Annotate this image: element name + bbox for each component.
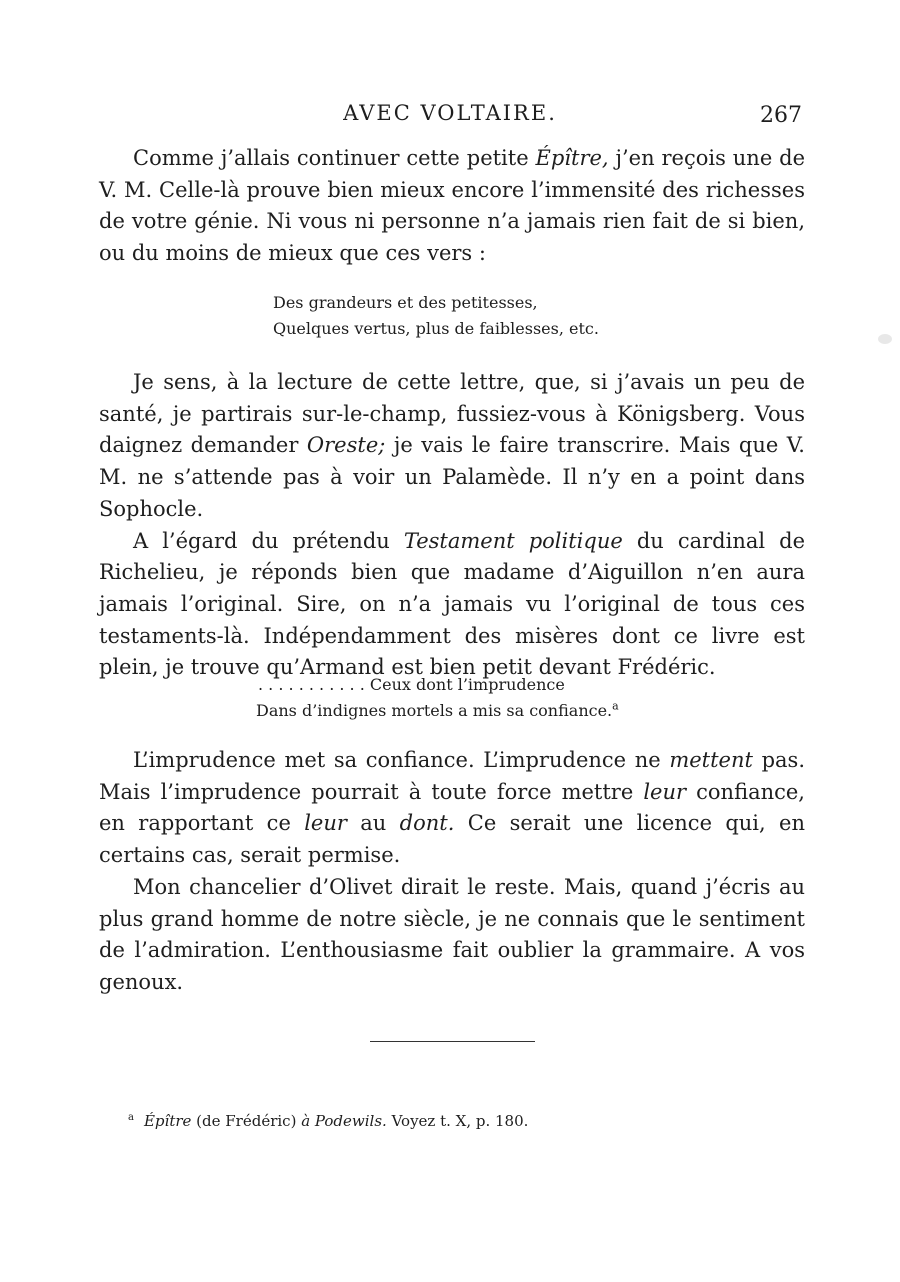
verse-quote-2 xyxy=(256,672,619,724)
text-block-3 xyxy=(99,745,805,999)
footnote-text-2: Voyez t. X, p. 180. xyxy=(386,1112,529,1130)
paragraph-3-italic: Testament politique xyxy=(403,528,623,553)
paragraph-1-text-b: j’en reçois une de V. M. Celle-là prouve bien mieux encore l’immensité des richesses de votre génie. Ni vous ni personne n’a jamais rien fait de si bien, ou du moins de mieux que ces vers : xyxy=(99,146,805,266)
paragraph-4-italic-4: dont. xyxy=(399,811,455,836)
verse-2-line-1: . . . . . . . . . . . Ceux dont l’imprudence xyxy=(258,675,565,694)
verse-2-line-2 xyxy=(256,698,619,724)
text-block-2 xyxy=(99,367,805,684)
section-rule xyxy=(370,1041,535,1042)
paragraph-4-italic-3: leur xyxy=(304,811,347,836)
paragraph-2-text-b: je vais le faire transcrire. Mais que V. M. ne s’attende pas à voir un Palamède. Il n’y en a point dans Sophocle. xyxy=(99,433,805,521)
verse-quote-1 xyxy=(273,290,599,342)
paragraph-4-text-b: pas. Mais l’imprudence pourrait à toute force mettre xyxy=(99,748,805,804)
footnote xyxy=(128,1108,528,1131)
verse-2-line-2-text: Dans d’indignes mortels a mis sa confiance. xyxy=(256,701,613,720)
paragraph-3-text-b: du cardinal de Richelieu, je réponds bien que madame d’Aiguillon n’en aura jamais l’original. Sire, on n’a jamais vu l’original de tous ces testaments-là. Indépendamment des misères dont ce livre est plein, je trouve qu’Armand est bien petit devant Frédéric. xyxy=(99,528,805,680)
paragraph-4-text-e: Ce serait une licence qui, en certains cas, serait permise. xyxy=(99,811,805,868)
paragraph-3 xyxy=(99,526,805,685)
paragraph-2-text-a: Je sens, à la lecture de cette lettre, que, si j’avais un peu de santé, je partirais sur-le-champ, fussiez-vous à Königsberg. Vous daignez demander xyxy=(99,370,805,458)
paragraph-4-italic-2: leur xyxy=(643,779,687,804)
paragraph-1-italic: Épître, xyxy=(535,146,609,170)
paragraph-4-text-d: au xyxy=(346,811,400,836)
paragraph-1-text-a: Comme j’allais continuer cette petite xyxy=(133,146,536,170)
footnote-italic-1: Épître xyxy=(143,1112,192,1130)
verse-1-line-2: Quelques vertus, plus de faiblesses, etc. xyxy=(273,319,599,338)
running-title: AVEC VOLTAIRE. xyxy=(343,101,557,125)
paper-speck xyxy=(878,334,892,344)
page-header xyxy=(0,101,900,131)
footnote-mark: a xyxy=(128,1112,134,1123)
page-number: 267 xyxy=(760,103,802,128)
paragraph-2-italic: Oreste; xyxy=(306,433,386,458)
footnote-italic-2: à Podewils. xyxy=(301,1112,387,1130)
paragraph-3-text-a: A l’égard du prétendu xyxy=(133,528,404,553)
verse-1-line-1: Des grandeurs et des petitesses, xyxy=(273,293,538,312)
paragraph-4-text-c: confiance, en rapportant ce xyxy=(99,779,805,836)
paragraph-4-italic-1: mettent xyxy=(669,748,753,772)
footnote-text-1: (de Frédéric) xyxy=(191,1112,302,1130)
paragraph-1 xyxy=(99,143,805,270)
paragraph-5: Mon chancelier d’Olivet dirait le reste. Mais, quand j’écris au plus grand homme de notre siècle, je ne connais que le sentiment de l’admiration. L’enthousiasme fait oublier la grammaire. A vos genoux. xyxy=(99,874,805,994)
paragraph-4 xyxy=(99,745,805,872)
footnote-reference[interactable]: a xyxy=(612,699,619,713)
paragraph-2 xyxy=(99,367,805,526)
text-block-1 xyxy=(99,143,805,270)
paragraph-4-text-a: L’imprudence met sa confiance. L’imprudence ne xyxy=(133,748,670,772)
